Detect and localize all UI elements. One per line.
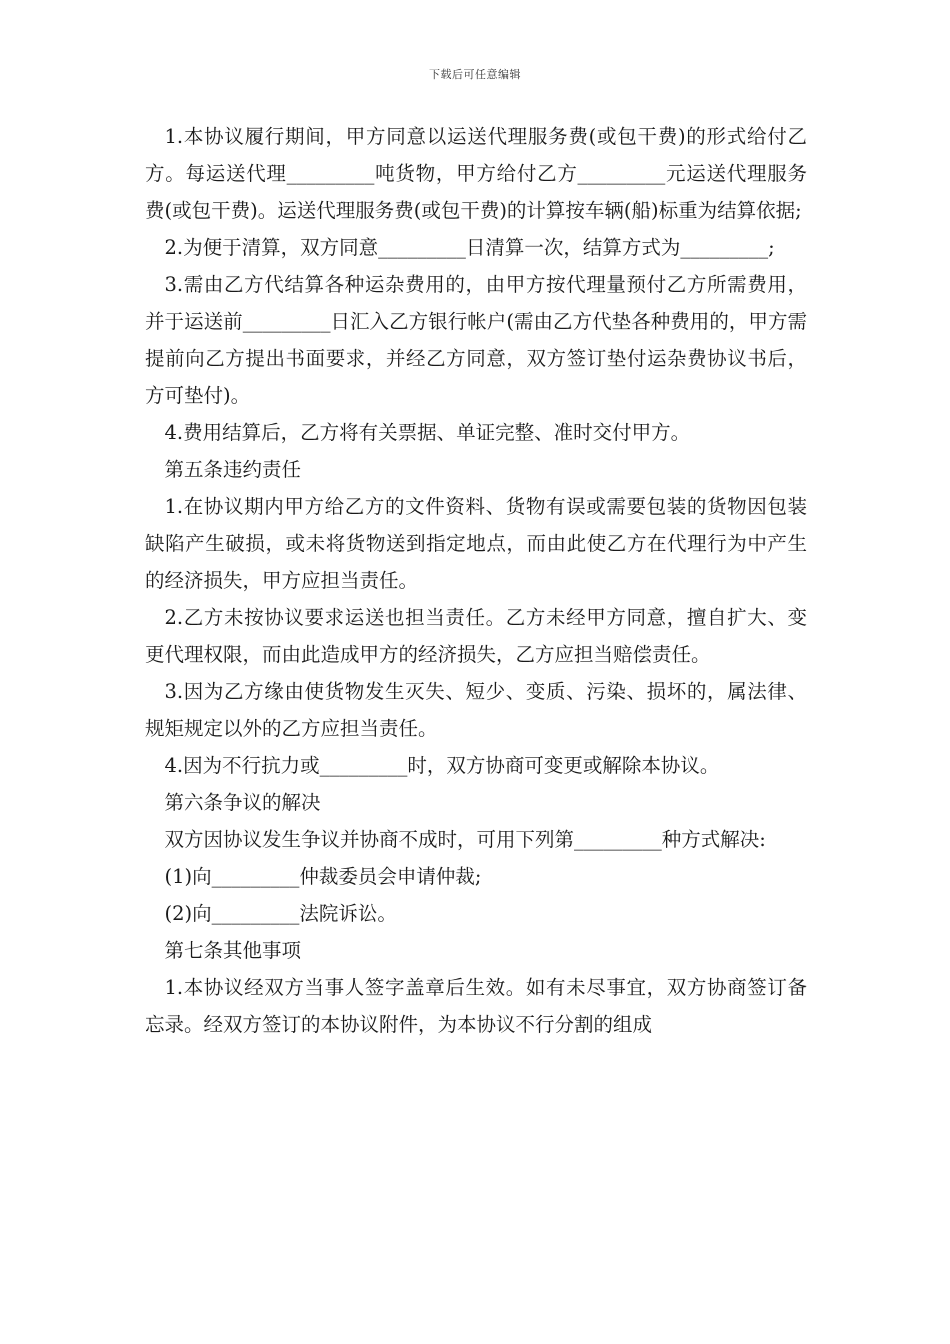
section-heading-article-7: 第七条其他事项 xyxy=(164,939,302,962)
paragraph-liability-clause-4: 4.因为不行抗力或_________时，双方协商可变更或解除本协议。 xyxy=(164,754,720,777)
paragraph-fee-clause-2: 2.为便于清算，双方同意_________日清算一次，结算方式为_________; xyxy=(164,236,775,259)
paragraph-fee-clause-4: 4.费用结算后，乙方将有关票据、单证完整、准时交付甲方。 xyxy=(164,421,691,444)
paragraph-liability-clause-1: 1.在协议期内甲方给乙方的文件资料、货物有误或需要包装的货物因包装缺陷产生破损，或未将货物送到指定地点，而由此使乙方在代理行为中产生的经济损失，甲方应担当责任。 xyxy=(145,495,807,592)
paragraph-other-matters-1: 1.本协议经双方当事人签字盖章后生效。如有未尽事宜，双方协商签订备忘录。经双方签订的本协议附件，为本协议不行分割的组成 xyxy=(145,976,807,1036)
page-header: 下载后可任意编辑 xyxy=(429,68,521,81)
section-heading-article-6: 第六条争议的解决 xyxy=(164,791,321,814)
paragraph-dispute-intro: 双方因协议发生争议并协商不成时，可用下列第_________种方式解决: xyxy=(164,828,766,851)
section-heading-article-5: 第五条违约责任 xyxy=(164,458,302,481)
paragraph-dispute-option-2: (2)向_________法院诉讼。 xyxy=(164,902,397,925)
paragraph-dispute-option-1: (1)向_________仲裁委员会申请仲裁; xyxy=(164,865,482,888)
document-body xyxy=(145,118,807,1043)
paragraph-liability-clause-2: 2.乙方未按协议要求运送也担当责任。乙方未经甲方同意，擅自扩大、变更代理权限，而由此造成甲方的经济损失，乙方应担当赔偿责任。 xyxy=(145,606,807,666)
paragraph-liability-clause-3: 3.因为乙方缘由使货物发生灭失、短少、变质、污染、损坏的，属法律、规矩规定以外的乙方应担当责任。 xyxy=(145,680,807,740)
paragraph-fee-clause-3: 3.需由乙方代结算各种运杂费用的，由甲方按代理量预付乙方所需费用，并于运送前_________日汇入乙方银行帐户(需由乙方代垫各种费用的，甲方需提前向乙方提出书面要求，并经乙方同意，双方签订垫付运杂费协议书后，方可垫付)。 xyxy=(145,273,807,407)
paragraph-fee-clause-1: 1.本协议履行期间，甲方同意以运送代理服务费(或包干费)的形式给付乙方。每运送代理_________吨货物，甲方给付乙方_________元运送代理服务费(或包干费)。运送代理服务费(或包干费)的计算按车辆(船)标重为结算依据; xyxy=(145,125,807,222)
